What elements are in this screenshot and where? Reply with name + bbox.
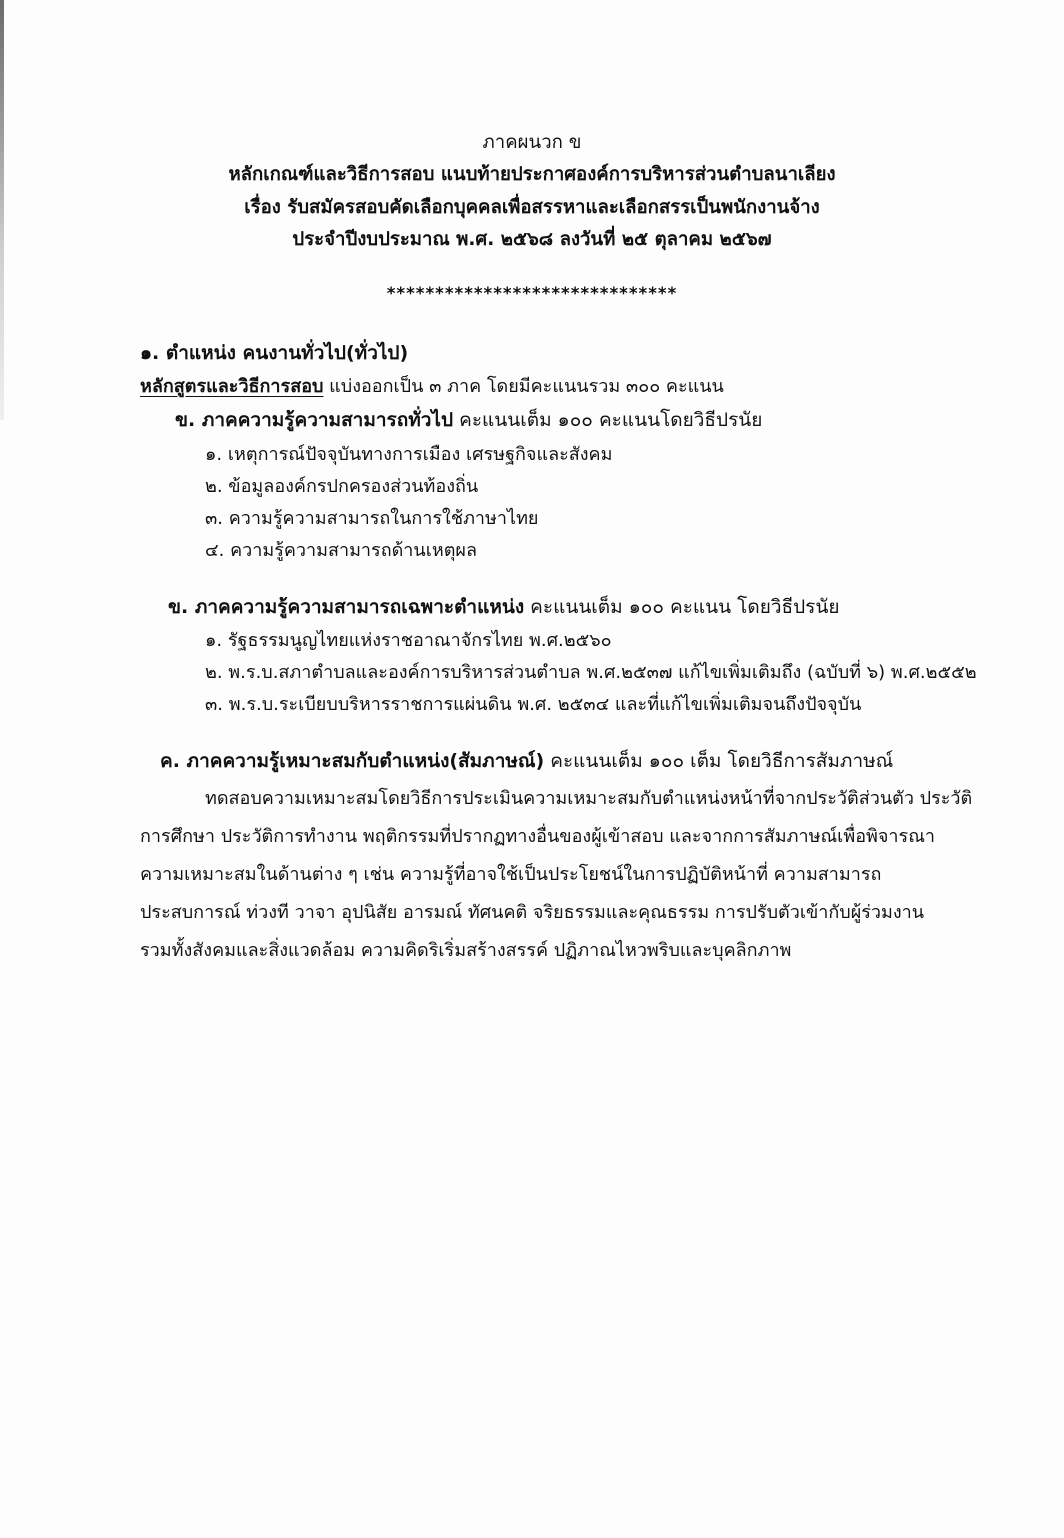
section-b-item: ๓. พ.ร.บ.ระเบียบบริหารราชการแผ่นดิน พ.ศ. ๒๕๓๔ และที่แก้ไขเพิ่มเติมจนถึงปัจจุบัน [205,694,862,715]
section-c-heading-rest: คะแนนเต็ม ๑๐๐ เต็ม โดยวิธีการสัมภาษณ์ [550,750,894,772]
section-a-heading [175,411,762,430]
section-a-item: ๔. ความรู้ความสามารถด้านเหตุผล [205,540,477,561]
section-c-heading-bold: ค. ภาคความรู้เหมาะสมกับตำแหน่ง(สัมภาษณ์) [160,750,545,772]
header-line-1: หลักเกณฑ์และวิธีการสอบ แนบท้ายประกาศองค์การบริหารส่วนตำบลนาเลียง [228,164,836,185]
section-b-heading-rest: คะแนนเต็ม ๑๐๐ คะแนน โดยวิธีปรนัย [530,596,840,618]
section-b-heading [168,598,840,617]
section-b-item: ๑. รัฐธรรมนูญไทยแห่งราชอาณาจักรไทย พ.ศ.๒๕๖๐ [205,630,612,651]
header-line-2: เรื่อง รับสมัครสอบคัดเลือกบุคคลเพื่อสรรหาและเลือกสรรเป็นพนักงานจ้าง [244,197,820,218]
section-c-paragraph-line: ความเหมาะสมในด้านต่าง ๆ เช่น ความรู้ที่อาจใช้เป็นประโยชน์ในการปฏิบัติหน้าที่ ความสามารถ [140,864,882,885]
course-label: หลักสูตรและวิธีการสอบ [140,376,324,397]
section-c-paragraph-line: ทดสอบความเหมาะสมโดยวิธีการประเมินความเหมาะสมกับตำแหน่งหน้าที่จากประวัติส่วนตัว ประวัติ [205,788,973,809]
section-a-heading-rest: คะแนนเต็ม ๑๐๐ คะแนนโดยวิธีปรนัย [459,409,763,431]
section-c-paragraph-line: รวมทั้งสังคมและสิ่งแวดล้อม ความคิดริเริ่มสร้างสรรค์ ปฏิภาณไหวพริบและบุคลิกภาพ [140,940,792,961]
section-a-heading-bold: ข. ภาคความรู้ความสามารถทั่วไป [175,409,454,431]
section-a-item: ๒. ข้อมูลองค์กรปกครองส่วนท้องถิ่น [205,476,479,497]
section-c-paragraph-line: ประสบการณ์ ท่วงที วาจา อุปนิสัย อารมณ์ ทัศนคติ จริยธรรมและคุณธรรม การปรับตัวเข้ากับผู้ร่วมงาน [140,902,925,923]
section-a-item: ๓. ความรู้ความสามารถในการใช้ภาษาไทย [205,508,539,529]
course-text: แบ่งออกเป็น ๓ ภาค โดยมีคะแนนรวม ๓๐๐ คะแนน [329,376,724,397]
section-b-heading-bold: ข. ภาคความรู้ความสามารถเฉพาะตำแหน่ง [168,596,525,618]
appendix-title: ภาคผนวก ข [482,132,582,153]
course-line [140,378,724,396]
header-line-3: ประจำปีงบประมาณ พ.ศ. ๒๕๖๘ ลงวันที่ ๒๕ ตุลาคม ๒๕๖๗ [292,229,772,250]
position-title: ๑. ตำแหน่ง คนงานทั่วไป(ทั่วไป) [140,342,409,364]
section-b-item: ๒. พ.ร.บ.สภาตำบลและองค์การบริหารส่วนตำบล พ.ศ.๒๕๓๗ แก้ไขเพิ่มเติมถึง (ฉบับที่ ๖) พ.ศ.๒๕๕๒ [205,662,977,683]
section-c-heading [160,752,893,771]
section-a-item: ๑. เหตุการณ์ปัจจุบันทางการเมือง เศรษฐกิจและสังคม [205,444,613,465]
separator-stars: ****************************** [386,284,678,303]
section-c-paragraph-line: การศึกษา ประวัติการทำงาน พฤติกรรมที่ปรากฏทางอื่นของผู้เข้าสอบ และจากการสัมภาษณ์เพื่อพิจารณา [140,826,935,847]
